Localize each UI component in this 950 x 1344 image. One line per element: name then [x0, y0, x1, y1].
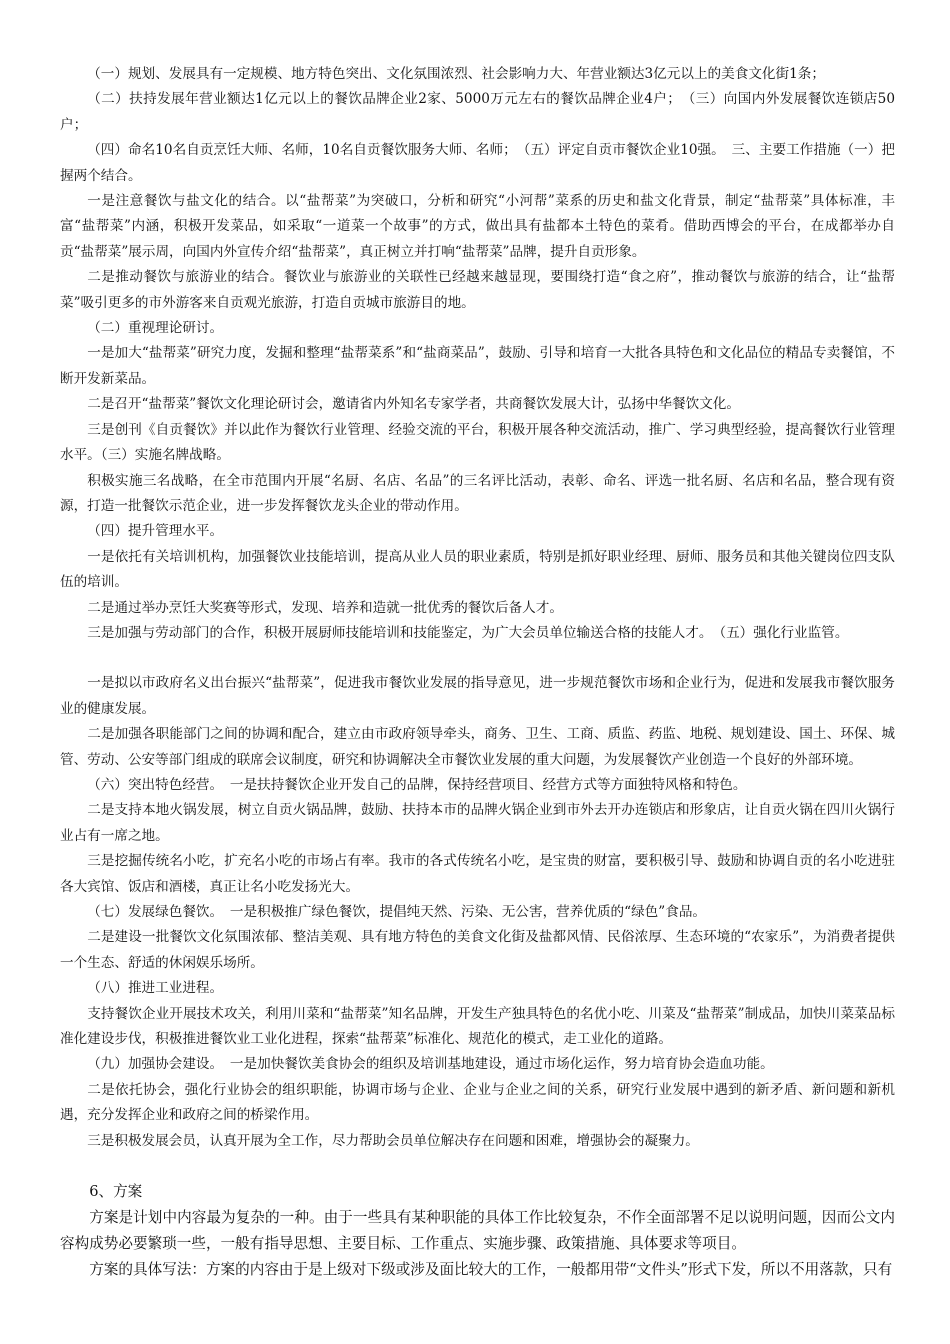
blank-line: [60, 646, 895, 671]
section-heading: 6、方案: [89, 1183, 143, 1201]
section-plan: [60, 1179, 895, 1283]
paragraph: （一）规划、发展具有一定规模、地方特色突出、文化氛围浓烈、社会影响力大、年营业额达3亿元以上的美食文化街1条；: [87, 66, 825, 82]
paragraph: 一是注意餐饮与盐文化的结合。以“盐帮菜”为突破口，分析和研究“小河帮”菜系的历史和盐文化背景，制定“盐帮菜”具体标准，丰富“盐帮菜”内涵，积极开发菜品，如采取“一道菜一个故事”的方式，做出具有盐都本土特色的菜肴。借助西博会的平台，在成都举办自贡“盐帮菜”展示周，向国内外宣传介绍“盐帮菜”，真正树立并打响“盐帮菜”品牌，提升自贡形象。: [60, 193, 895, 260]
paragraph: 二是推动餐饮与旅游业的结合。餐饮业与旅游业的关联性已经越来越显现，要围绕打造“食之府”，推动餐饮与旅游的结合，让“盐帮菜”吸引更多的市外游客来自贡观光旅游，打造自贡城市旅游目的地。: [60, 269, 895, 311]
body-paragraphs: [60, 62, 895, 1154]
paragraph: 三是加强与劳动部门的合作，积极开展厨师技能培训和技能鉴定，为广大会员单位输送合格的技能人才。 （五）强化行业监管。: [87, 624, 849, 641]
paragraph: （四）命名10名自贡烹饪大师、名师，10名自贡餐饮服务大师、名师； （五）评定自贡市餐饮企业10强。 三、主要工作措施（一）把握两个结合。: [60, 142, 895, 184]
paragraph: 二是通过举办烹饪大奖赛等形式，发现、培养和造就一批优秀的餐饮后备人才。: [87, 599, 563, 616]
paragraph: 支持餐饮企业开展技术攻关，利用川菜和“盐帮菜”知名品牌，开发生产独具特色的名优小吃、川菜及“盐帮菜”制成品，加快川菜菜品标准化建设步伐，积极推进餐饮业工业化进程，探索“盐帮菜”标准化、规范化的模式，走工业化的道路。: [60, 1005, 895, 1048]
paragraph: （二）扶持发展年营业额达1亿元以上的餐饮品牌企业2家、5000万元左右的餐饮品牌企业4户； （三）向国内外发展餐饮连锁店50户；: [60, 91, 895, 133]
paragraph: 一是依托有关培训机构，加强餐饮业技能培训，提高从业人员的职业素质，特别是抓好职业经理、厨师、服务员和其他关键岗位四支队伍的培训。: [60, 548, 895, 591]
paragraph: （六）突出特色经营。 一是扶持餐饮企业开发自己的品牌，保持经营项目、经营方式等方面独特风格和特色。: [87, 776, 747, 793]
paragraph: 二是支持本地火锅发展，树立自贡火锅品牌，鼓励、扶持本市的品牌火锅企业到市外去开办连锁店和形象店，让自贡火锅在四川火锅行业占有一席之地。: [60, 802, 895, 844]
paragraph: （四）提升管理水平。: [87, 523, 224, 540]
paragraph: 三是挖掘传统名小吃，扩充名小吃的市场占有率。我市的各式传统名小吃，是宝贵的财富，要积极引导、鼓励和协调自贡的名小吃进驻各大宾馆、饭店和酒楼，真正让名小吃发扬光大。: [60, 853, 895, 895]
paragraph: （八）推进工业进程。: [87, 980, 224, 997]
paragraph: 三是积极发展会员，认真开展为全工作，尽力帮助会员单位解决存在问题和困难，增强协会的凝聚力。: [87, 1132, 699, 1149]
document-page: [60, 62, 895, 1283]
paragraph: 二是召开“盐帮菜”餐饮文化理论研讨会，邀请省内外知名专家学者，共商餐饮发展大计，弘扬中华餐饮文化。: [87, 396, 740, 413]
paragraph: （二）重视理论研讨。: [87, 320, 224, 337]
paragraph: 积极实施三名战略，在全市范围内开展“名厨、名店、名品”的三名评比活动，表彰、命名、评选一批名厨、名店和名品，整合现有资源，打造一批餐饮示范企业，进一步发挥餐饮龙头企业的带动作用。: [60, 472, 895, 514]
section-paragraph: 方案是计划中内容最为复杂的一种。由于一些具有某种职能的具体工作比较复杂，不作全面部署不足以说明问题，因而公文内容构成势必要繁琐一些，一般有指导思想、主要目标、工作重点、实施步骤、政策措施、具体要求等项目。: [60, 1209, 895, 1253]
section-gap: [60, 1154, 895, 1179]
paragraph: （九）加强协会建设。 一是加快餐饮美食协会的组织及培训基地建设，通过市场化运作，努力培育协会造血功能。: [87, 1056, 774, 1073]
paragraph: 二是建设一批餐饮文化氛围浓郁、整洁美观、具有地方特色的美食文化街及盐都风情、民俗浓厚、生态环境的“农家乐”，为消费者提供一个生态、舒适的休闲娱乐场所。: [60, 929, 895, 971]
paragraph: 一是拟以市政府名义出台振兴“盐帮菜”，促进我市餐饮业发展的指导意见，进一步规范餐饮市场和企业行为，促进和发展我市餐饮服务业的健康发展。: [60, 675, 895, 717]
section-paragraph: 方案的具体写法：方案的内容由于是上级对下级或涉及面比较大的工作，一般都用带“文件头”形式下发，所以不用落款，只有: [89, 1261, 893, 1279]
paragraph: 三是创刊《自贡餐饮》并以此作为餐饮行业管理、经验交流的平台，积极开展各种交流活动，推广、学习典型经验，提高餐饮行业管理水平。（三）实施名牌战略。: [60, 421, 895, 464]
paragraph: 二是依托协会，强化行业协会的组织职能，协调市场与企业、企业与企业之间的关系，研究行业发展中遇到的新矛盾、新问题和新机遇，充分发挥企业和政府之间的桥梁作用。: [60, 1081, 895, 1124]
paragraph: 二是加强各职能部门之间的协调和配合，建立由市政府领导牵头，商务、卫生、工商、质监、药监、地税、规划建设、国土、环保、城管、劳动、公安等部门组成的联席会议制度，研究和协调解决全市餐饮业发展的重大问题，为发展餐饮产业创造一个良好的外部环境。: [60, 726, 895, 768]
paragraph: 一是加大“盐帮菜”研究力度，发掘和整理“盐帮菜系”和“盐商菜品”，鼓励、引导和培育一大批各具特色和文化品位的精品专卖餐馆，不断开发新菜品。: [60, 345, 895, 387]
paragraph: （七）发展绿色餐饮。 一是积极推广绿色餐饮，提倡纯天然、污染、无公害，营养优质的“绿色”食品。: [87, 904, 707, 920]
